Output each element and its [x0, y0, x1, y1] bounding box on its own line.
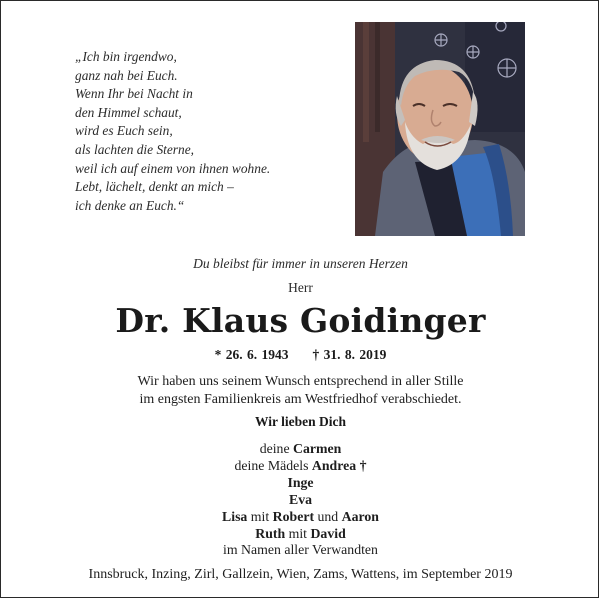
mourner-name: Aaron: [341, 508, 379, 524]
mourner-name: Andrea †: [311, 457, 367, 473]
mourner-prefix: deine Mädels: [234, 457, 309, 473]
footer-locations: Innsbruck, Inzing, Zirl, Gallzein, Wien, Zams, Wattens, im September 2019: [88, 567, 513, 582]
mourner-name: Lisa: [222, 508, 248, 524]
poem-line: Lebt, lächelt, denkt an mich –: [75, 179, 234, 195]
salutation: Herr: [288, 280, 313, 295]
message-line: Wir haben uns seinem Wunsch entsprechend in aller Stille: [137, 374, 464, 389]
mourner-line: [1, 492, 600, 509]
mourner-name: Robert: [272, 508, 315, 524]
mourner-name: David: [310, 525, 346, 541]
motto: Du bleibst für immer in unseren Herzen: [193, 256, 408, 271]
farewell-message: [1, 373, 600, 408]
birth-date: * 26. 6. 1943: [214, 347, 289, 362]
mourner-line: [1, 509, 600, 526]
life-dates: [1, 347, 600, 363]
message-line: im engsten Familienkreis am Westfriedhof verabschiedet.: [139, 391, 462, 407]
connector: mit: [288, 525, 308, 541]
poem-line: den Himmel schaut,: [75, 104, 182, 120]
mourner-line: [1, 475, 600, 492]
poem-line: weil ich auf einem von ihnen wohne.: [75, 160, 271, 176]
poem-line: wird es Euch sein,: [75, 123, 173, 139]
connector: und: [317, 508, 339, 524]
portrait-photo: [355, 22, 525, 236]
mourner-line: [1, 526, 600, 543]
poem-line: „Ich bin irgendwo,: [75, 49, 177, 64]
love-line: Wir lieben Dich: [254, 414, 346, 429]
connector: mit: [250, 508, 270, 524]
poem-line: als lachten die Sterne,: [75, 141, 194, 157]
mourners-list: [1, 441, 600, 559]
poem: [75, 48, 270, 215]
mourner-name: Ruth: [255, 525, 286, 541]
deceased-name: Dr. Klaus Goidinger: [115, 301, 486, 340]
poem-line: Wenn Ihr bei Nacht in: [75, 86, 193, 102]
mourner-name: Inge: [287, 474, 314, 490]
mourner-prefix: deine: [259, 441, 290, 456]
mourner-line: [1, 458, 600, 475]
mourner-line: [1, 441, 600, 458]
mourner-line: im Namen aller Verwandten: [223, 542, 378, 558]
mourner-name: Eva: [289, 491, 312, 507]
death-date: † 31. 8. 2019: [312, 347, 387, 362]
poem-line: ganz nah bei Euch.: [75, 67, 178, 83]
mourner-name: Carmen: [293, 441, 342, 456]
poem-line: ich denke an Euch.“: [75, 197, 185, 213]
